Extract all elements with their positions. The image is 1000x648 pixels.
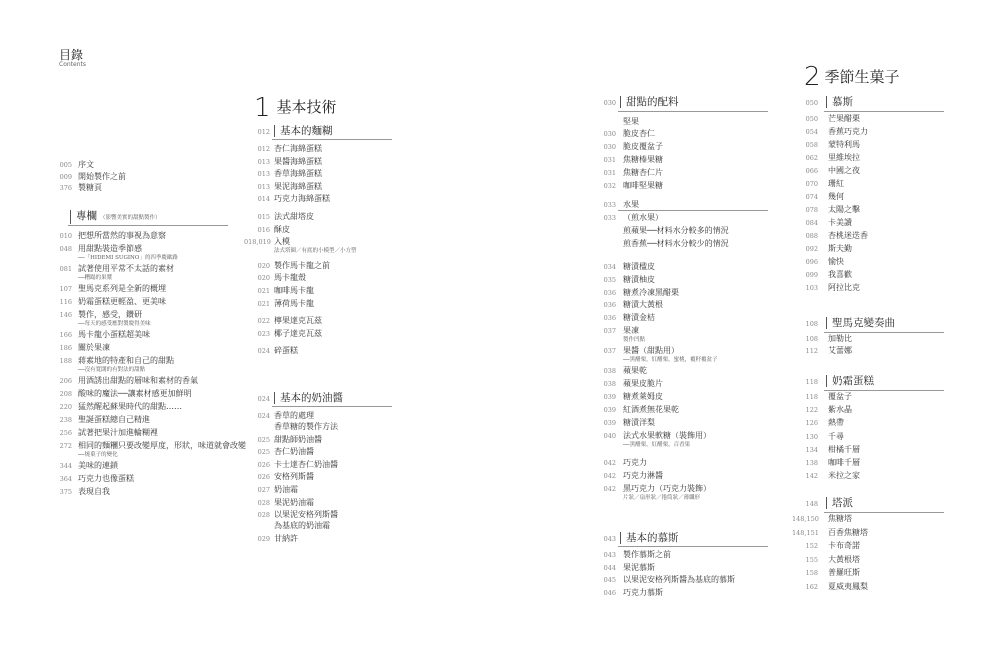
chapter-number: 2 (804, 62, 821, 92)
page-number: 126 (805, 419, 818, 428)
entry-title: 斯夫勤 (828, 244, 852, 253)
entry-title: 杏仁奶油醬 (274, 447, 314, 457)
entry-title: 表現自我 (78, 487, 110, 496)
entry-title: 糖漬大黃根 (623, 300, 663, 310)
page-number: 118 (805, 378, 818, 386)
page-number: 033 (603, 201, 616, 209)
page-number: 096 (805, 258, 818, 266)
page-number: 103 (805, 284, 818, 292)
section-title: 慕斯 (826, 96, 853, 108)
entry-title: 太陽之擊 (828, 205, 860, 214)
entry-title: 脆皮覆盆子 (623, 142, 663, 151)
page-number: 010 (59, 232, 72, 240)
page-number: 028 (257, 511, 270, 520)
entry-title: 巧克力海綿蛋糕 (274, 194, 330, 204)
page-number: 021 (257, 287, 270, 295)
page-number: 050 (805, 115, 818, 123)
entry-title: 糖漬洋梨 (623, 417, 655, 427)
page-number: 035 (603, 275, 616, 284)
entry-title: 杏桃迷迭香 (828, 231, 868, 240)
page-number: 166 (59, 331, 72, 339)
page-number: 015 (257, 213, 270, 221)
section-title: 基本的慕斯 (620, 532, 679, 544)
page-number: 013 (257, 157, 270, 166)
entry-title: 酸味的魔法──讓素材感更加鮮明 (78, 389, 192, 398)
entry-title: 咖啡堅果糖 (623, 181, 663, 190)
page-number: 022 (257, 317, 270, 326)
entry-note: 法式塔圈／有底的小模型／小方塑 (274, 248, 357, 255)
entry-title: 製糖頁 (78, 183, 102, 192)
entry-title: 試著把果汁加進輪糊裡 (78, 428, 158, 437)
page-number: 024 (257, 412, 270, 420)
entry-title: 開始製作之前 (78, 171, 126, 181)
entry-title: 千尋 (828, 431, 844, 441)
page-number: 142 (805, 472, 818, 481)
page-number: 039 (603, 405, 616, 414)
chapter-title: 季節生菓子 (824, 68, 900, 86)
entry-note: ──「HIDEMI SUGINO」的四季慶歐路 (78, 255, 178, 261)
entry-title: 以果泥安格列斯醬 (274, 510, 338, 520)
entry-title: 相同的麵糰只要改變厚度，形狀，味道就會改變 (78, 441, 246, 450)
toc-column-front (0, 0, 246, 648)
entry-note: ──每天的感受應對製慶得美味 (78, 321, 151, 327)
page-number: 046 (603, 588, 616, 597)
entry-note: ──沒有寬闊的有對法的甜點 (78, 367, 146, 373)
chapter-heading (804, 62, 900, 95)
page-number: 081 (59, 265, 72, 273)
entry-title: 關於果凍 (78, 343, 110, 352)
section-title: 聖馬克變奏曲 (826, 317, 895, 329)
entry-title: 愉快 (828, 257, 844, 266)
page-number: 013 (257, 182, 270, 191)
page-number: 044 (603, 563, 616, 572)
entry-title: 珊紅 (828, 179, 844, 188)
entry-title: 香草海綿蛋糕 (274, 169, 322, 179)
chapter-heading (254, 93, 337, 126)
entry-title: 椰子達克瓦茲 (274, 328, 322, 338)
entry-title: 糖煮冷凍黑醋栗 (623, 287, 679, 297)
page-number: 026 (257, 460, 270, 469)
entry-title: 果泥海綿蛋糕 (274, 181, 322, 191)
entry-title: 酥皮 (274, 224, 290, 234)
entry-title: 巧克力淋醬 (623, 471, 663, 481)
page-number: 148,151 (792, 528, 819, 537)
entry-title: 蔣素地的特產和自己的甜點 (78, 356, 174, 365)
entry-title: 巧克力 (623, 458, 647, 468)
entry-title: 脆皮杏仁 (623, 129, 655, 138)
page-number: 042 (603, 459, 616, 468)
page-number: 048 (59, 245, 72, 253)
page-number: 032 (603, 182, 616, 190)
page-number: 272 (59, 442, 72, 450)
page-number: 024 (257, 347, 270, 356)
entry-title: 入模 (274, 237, 290, 247)
entry-title: 香草的處理 (274, 411, 314, 420)
entry-title: 果醬海綿蛋糕 (274, 156, 322, 166)
page-number: 092 (805, 245, 818, 253)
page-number: 158 (805, 569, 818, 578)
page-number: 084 (805, 219, 818, 227)
page-number: 031 (603, 169, 616, 177)
page-number: 030 (603, 99, 616, 107)
page-number: 152 (805, 542, 818, 551)
section-note: （影響美實的甜點製作） (100, 215, 161, 221)
page-number: 036 (603, 301, 616, 310)
page-number: 375 (59, 488, 72, 496)
entry-title: 卡士達杏仁奶油醬 (274, 459, 338, 469)
subsection-title: 堅果 (623, 117, 639, 126)
entry-title: 巧克力慕斯 (623, 587, 663, 597)
page-number: 031 (603, 156, 616, 164)
page-number: 020 (257, 261, 270, 270)
entry-title: 用甜點裝造季節感 (78, 244, 142, 253)
entry-title: 法式甜塔皮 (274, 212, 314, 221)
page-number: 074 (805, 193, 818, 201)
entry-title: 薄荷馬卡龍 (274, 298, 314, 308)
page-number: 012 (257, 128, 270, 136)
entry-title: 猛然醒起蘇果時代的甜點…… (78, 402, 182, 411)
page-number: 344 (59, 462, 72, 470)
page-number: 138 (805, 459, 818, 467)
page-number: 042 (603, 485, 616, 494)
page-number: 256 (59, 429, 72, 437)
page-number: 122 (805, 406, 818, 415)
page-number: 021 (257, 299, 270, 308)
page-number: 108 (805, 320, 818, 328)
page-number: 058 (805, 141, 818, 149)
entry-title: 序文 (78, 160, 94, 169)
chapter-number: 1 (254, 93, 271, 123)
entry-title: 檸果達克瓦茲 (274, 316, 322, 326)
page-number: 062 (805, 154, 818, 162)
entry-title: 里維埃拉 (828, 153, 860, 162)
page-number: 036 (603, 314, 616, 323)
entry-title: 果凍 (623, 326, 639, 336)
entry-title: 紅酒煮無花果乾 (623, 404, 679, 414)
page-number: 134 (805, 445, 818, 454)
entry-title: 果泥奶油霜 (274, 497, 314, 507)
page-number: 045 (603, 576, 616, 584)
entry-title: 熱帶 (828, 418, 844, 428)
page-number: 016 (257, 225, 270, 234)
entry-title: 煎蘋果──材料水分較多的情況 (623, 225, 729, 235)
page-number: 025 (257, 448, 270, 457)
entry-title: 以果泥安格列斯醬為基底的慕斯 (623, 575, 735, 584)
entry-title: 咖啡馬卡龍 (274, 286, 314, 295)
entry-title: 加勒比 (828, 334, 852, 343)
entry-title: 聖誕蛋糕總自己精進 (78, 415, 150, 424)
section-title: 奶霜蛋糕 (826, 375, 874, 387)
entry-note: ──燒菓子的變化 (78, 452, 118, 458)
entry-title: 米拉之家 (828, 471, 860, 481)
entry-title: 杏仁海綿蛋糕 (274, 144, 322, 153)
page-number: 024 (257, 395, 270, 403)
section-title: 專欄 (76, 210, 97, 222)
page-number: 042 (603, 472, 616, 481)
entry-title: 中國之夜 (828, 166, 860, 175)
page-number: 112 (805, 347, 818, 355)
entry-title: 美味的連鎖 (78, 461, 118, 470)
page-number: 039 (603, 392, 616, 401)
page-number: 013 (257, 170, 270, 179)
section-rule (272, 139, 392, 140)
entry-title: 試著使用平常不太話的素材 (78, 264, 174, 273)
toc-column-chapter1 (240, 0, 440, 648)
section-rule (618, 546, 768, 547)
entry-title: 阿拉比克 (828, 283, 860, 292)
page-number: 029 (257, 534, 270, 543)
entry-note: 製作凹點 (623, 337, 646, 344)
entry-title: 碎蛋糕 (274, 346, 298, 356)
section-title: 塔派 (826, 497, 853, 509)
page-number: 040 (603, 431, 616, 440)
entry-title-line2: 為基底的奶油霜 (274, 521, 330, 531)
entry-title: 甜點師奶油醬 (274, 434, 322, 444)
page-number: 162 (805, 583, 818, 591)
entry-title: 蘋果皮脆片 (623, 378, 663, 388)
page-number: 012 (257, 145, 270, 153)
entry-title: 糖漬金桔 (623, 313, 655, 323)
section-rule (68, 225, 228, 226)
toc-subtitle: Contents (59, 61, 86, 68)
page-number: 130 (805, 432, 818, 441)
page-number: 037 (603, 347, 616, 356)
entry-note: 片狀／扇形狀／捲筒狀／薄纖形 (623, 495, 701, 502)
page-number: 188 (59, 357, 72, 365)
page-number: 020 (257, 274, 270, 283)
entry-title: 焦糖榛果糖 (623, 155, 663, 164)
page-number: 026 (257, 473, 270, 482)
entry-title: 普羅旺斯 (828, 568, 860, 578)
page-number: 054 (805, 128, 818, 136)
page-number: 220 (59, 403, 72, 411)
page-number: 050 (805, 99, 818, 107)
section-title: 甜點的配料 (620, 96, 679, 108)
entry-title: 蘋果乾 (623, 366, 647, 375)
page-number: 148 (805, 500, 818, 508)
entry-title: 把想所當然的事視為意察 (78, 231, 166, 240)
entry-title: 紫水晶 (828, 405, 852, 415)
section-title: 基本的奶油醬 (274, 392, 343, 404)
entry-title: 糖煮萊姆皮 (623, 391, 663, 401)
entry-title: 焦糖杏仁片 (623, 168, 663, 177)
page-number: 066 (805, 167, 818, 175)
entry-title-line2: 香草糖的製作方法 (274, 422, 338, 431)
entry-title: 馬卡龍小蛋糕超美味 (78, 330, 150, 339)
page-number: 099 (805, 271, 818, 279)
entry-title: 卡布奇諾 (828, 541, 860, 551)
page-number: 088 (805, 232, 818, 240)
page-number: 034 (603, 262, 616, 271)
entry-title: 香蕉巧克力 (828, 127, 868, 136)
section-rule (824, 111, 944, 112)
entry-title: 奶霜蛋糕更輕盈、更美味 (78, 297, 166, 306)
page-number: 148,150 (792, 515, 819, 523)
entry-title: 大黃根塔 (828, 554, 860, 564)
entry-title: 煎香蕉──材料水分較少的情況 (623, 238, 729, 248)
entry-title: 法式水果軟糖（裝飾用） (623, 430, 711, 440)
page-number: 208 (59, 390, 72, 398)
page-number: 364 (59, 475, 72, 483)
entry-title: 夏威夷鳳梨 (828, 582, 868, 591)
entry-title: 果醬（甜點用） (623, 346, 679, 356)
page-number: 146 (59, 311, 72, 319)
page-number: 023 (257, 329, 270, 338)
entry-title: 用酒誘出甜點的層味和素材的香氣 (78, 376, 198, 385)
entry-title: 卡美讀 (828, 218, 852, 227)
page-number: 027 (257, 486, 270, 494)
page-number: 037 (603, 327, 616, 336)
page-number: 376 (59, 184, 72, 192)
toc-title: 目錄 (59, 48, 84, 62)
page-number: 116 (59, 298, 72, 306)
page-number: 033 (603, 214, 616, 222)
page-number: 206 (59, 377, 72, 385)
section-rule (618, 111, 768, 112)
page-number: 030 (603, 130, 616, 138)
entry-title: 黑巧克力（巧克力裝飾） (623, 484, 711, 494)
page-number: 030 (603, 143, 616, 151)
entry-note: ──黑醋栗，紅醋栗，百香果 (623, 441, 691, 448)
entry-title: 果泥慕斯 (623, 562, 655, 572)
page-number: 038 (603, 367, 616, 375)
page-number: 238 (59, 416, 72, 424)
entry-note: ──黑醋栗，紅醋栗，蜜桃，覆籽覆盆子 (623, 357, 718, 364)
entry-title: 巧克力也像蛋糕 (78, 474, 134, 483)
entry-title: 艾蕾娜 (828, 346, 852, 355)
subsection-title: 水果 (623, 200, 639, 209)
column-section-heading (70, 210, 161, 224)
entry-title: 安格列斯醬 (274, 472, 314, 482)
page-number: 005 (59, 161, 72, 169)
page-number: 043 (603, 551, 616, 559)
page-number: 118 (805, 393, 818, 401)
entry-title: （煎水果） (623, 213, 663, 222)
entry-title: 奶油霜 (274, 485, 298, 494)
entry-title: 製作慕斯之前 (623, 550, 671, 559)
entry-title: 我喜歡 (828, 270, 852, 279)
entry-title: 柑橘千層 (828, 444, 860, 454)
page-number: 070 (805, 180, 818, 188)
page-number: 078 (805, 206, 818, 214)
entry-title: 聖馬克系列是全新的概埋 (78, 284, 166, 293)
page-number: 038 (603, 379, 616, 388)
entry-title: 幾何 (828, 192, 844, 201)
page-number: 014 (257, 195, 270, 204)
page-number: 108 (805, 335, 818, 343)
toc-column-ingredients (590, 0, 790, 648)
entry-title: 甘納許 (274, 533, 298, 543)
page-number: 018,019 (244, 238, 271, 247)
page-number: 039 (603, 418, 616, 427)
entry-title: 焦糖塔 (828, 514, 852, 523)
entry-title: 糖漬柚皮 (623, 274, 655, 284)
entry-title: 蒙特利馬 (828, 140, 860, 149)
page-number: 186 (59, 344, 72, 352)
page-number: 043 (603, 535, 616, 543)
page-number: 028 (257, 498, 270, 507)
page-number: 155 (805, 555, 818, 564)
entry-note: ──糟蹋的果漿 (78, 275, 113, 281)
page-number: 025 (257, 435, 270, 444)
entry-title: 咖啡千層 (828, 458, 860, 467)
section-title: 基本的麵糊 (274, 125, 333, 137)
page-number: 107 (59, 285, 72, 293)
section-rule (272, 406, 392, 407)
entry-title: 百香焦糖塔 (828, 527, 868, 537)
entry-title: 糖漬楹皮 (623, 261, 655, 271)
page-number: 036 (603, 288, 616, 297)
entry-title: 馬卡龍殼 (274, 273, 306, 283)
entry-title: 覆盆子 (828, 392, 852, 401)
entry-title: 芒果醋栗 (828, 114, 860, 123)
entry-title: 製作，感受，鑽研 (78, 310, 142, 319)
toc-column-chapter2 (790, 0, 990, 648)
section-rule (618, 210, 768, 211)
page-number: 009 (59, 172, 72, 181)
entry-title: 製作馬卡龍之前 (274, 260, 330, 270)
chapter-title: 基本技術 (276, 98, 337, 116)
